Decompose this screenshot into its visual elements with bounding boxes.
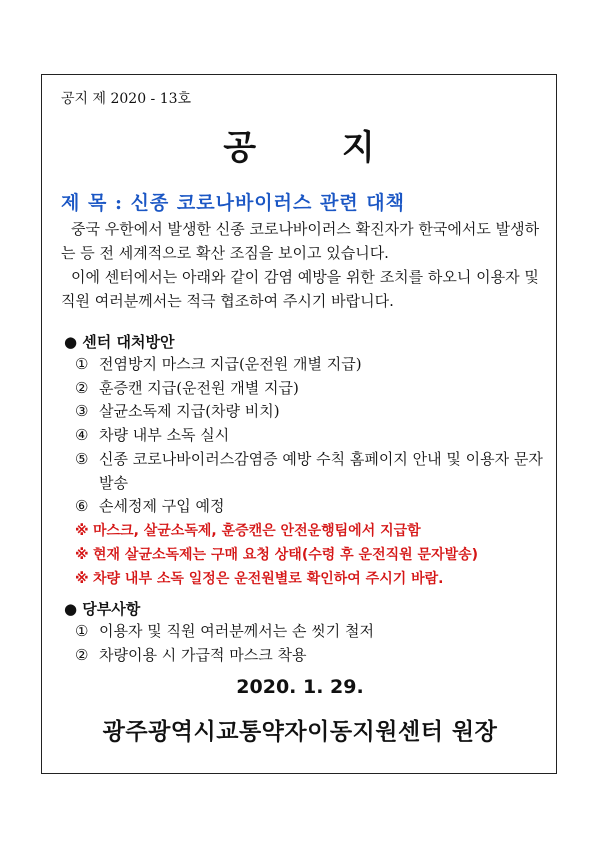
measures-list	[75, 353, 545, 591]
section-heading-requests: ● 당부사항	[64, 600, 141, 618]
item-text: 살균소독제 지급(차량 비치)	[99, 402, 280, 421]
item-number: ⑤	[75, 449, 89, 468]
issuer-name: 광주광역시교통약자이동지원센터 원장	[102, 719, 498, 745]
item-number: ②	[75, 645, 89, 664]
item-text: 손세정제 구입 예정	[99, 497, 225, 516]
note-line	[75, 519, 545, 543]
list-item	[75, 377, 545, 401]
list-item	[75, 644, 545, 668]
note-text: 현재 살균소독제는 구매 요청 상태(수령 후 운전직원 문자발송)	[93, 546, 479, 563]
list-item	[75, 400, 545, 424]
item-text: 차량이용 시 가급적 마스크 착용	[99, 645, 307, 664]
notice-subject: 제 목 : 신종 코로나바이러스 관련 대책	[61, 192, 406, 214]
item-number: ①	[75, 622, 89, 640]
item-text: 전염방지 마스크 지급(운전원 개별 지급)	[99, 355, 362, 373]
section-heading-measures: ● 센터 대처방안	[64, 333, 175, 351]
note-line	[75, 567, 545, 591]
note-line	[75, 543, 545, 567]
notice-date: 2020. 1. 29.	[236, 676, 364, 698]
notice-number: 공지 제 2020 - 13호	[61, 91, 192, 107]
list-item	[75, 620, 545, 644]
note-mark: ※	[75, 546, 89, 563]
item-number: ⑥	[75, 497, 89, 516]
item-number: ②	[75, 378, 89, 397]
note-text: 차량 내부 소독 일정은 운전원별로 확인하여 주시기 바람.	[93, 570, 444, 587]
note-mark: ※	[75, 570, 89, 587]
item-text: 이용자 및 직원 여러분께서는 손 씻기 철저	[99, 622, 374, 640]
item-text: 신종 코로나바이러스감염증 예방 수칙 홈페이지 안내 및 이용자 문자 발송	[99, 449, 543, 492]
item-number: ①	[75, 355, 89, 373]
item-text: 차량 내부 소독 실시	[99, 426, 230, 445]
intro-paragraph: 이에 센터에서는 아래와 같이 감염 예방을 위한 조치를 하오니 이용자 및 직원 여러분께서는 적극 협조하여 주시기 바랍니다.	[61, 268, 539, 310]
item-number: ④	[75, 426, 89, 445]
notice-title: 공 지	[223, 128, 377, 168]
note-text: 마스크, 살균소독제, 훈증캔은 안전운행팀에서 지급함	[93, 522, 421, 539]
note-mark: ※	[75, 522, 89, 539]
item-text: 훈증캔 지급(운전원 개별 지급)	[99, 378, 299, 397]
list-item	[75, 424, 545, 448]
intro-paragraph: 중국 우한에서 발생한 신종 코로나바이러스 확진자가 한국에서도 발생하는 등 전 세계적으로 확산 조짐을 보이고 있습니다.	[61, 220, 540, 262]
list-item	[75, 448, 545, 495]
list-item	[75, 495, 545, 519]
list-item	[75, 353, 545, 377]
intro-text	[61, 217, 551, 313]
requests-list	[75, 620, 545, 667]
item-number: ③	[75, 402, 89, 421]
